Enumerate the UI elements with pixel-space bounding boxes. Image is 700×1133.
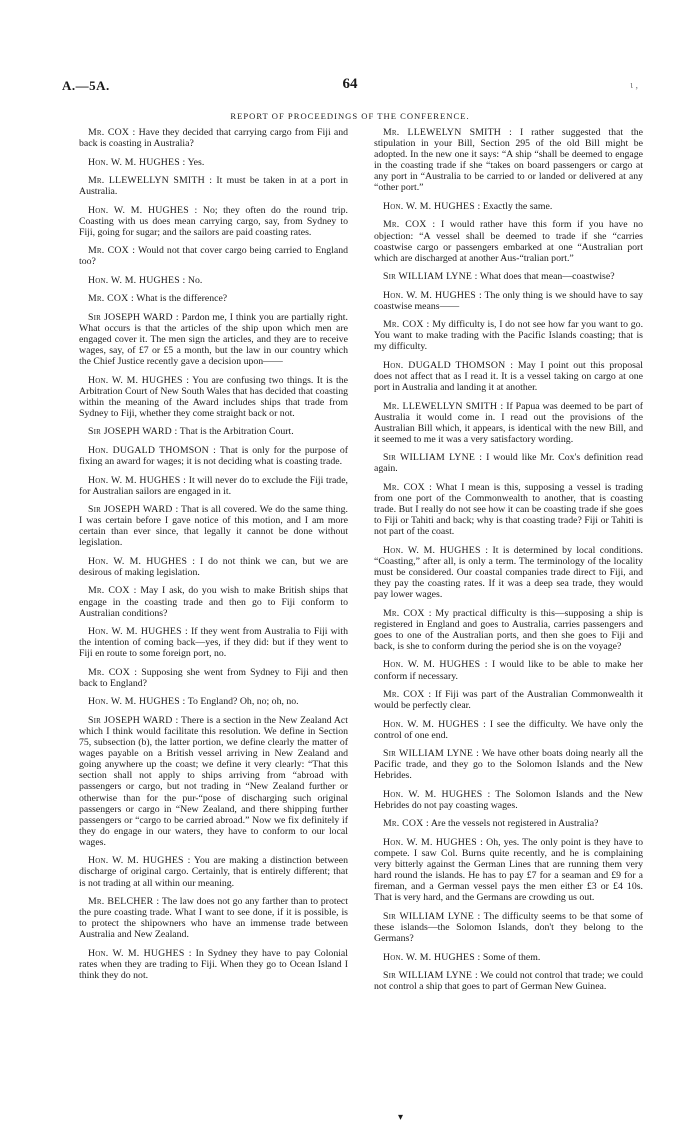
- speaker-name: Mr. COX :: [383, 689, 432, 701]
- speaker-name: Hon. W. M. HUGHES :: [383, 836, 484, 848]
- speech-text: You are confusing two things. It is the Arbitration Court of New South Wales that has decided that coasting within the meaning of the Award includes ships that trade from Sydney to Fiji, whether they come straight back or not.: [79, 374, 349, 419]
- speech-text: Oh, yes. The only point is they have to compete. I saw Col. Burns quite recently, and he is complaining very bitterly against the German Lines that are running them very hard round the islands. He has to pay £7 for a seaman and £9 for a fireman, and a German vessel pays the men either £3 or £4 10s. That is very hard, and the Germans are crowding us out.: [374, 836, 644, 904]
- speaker-name: Hon. W. M. HUGHES :: [383, 289, 482, 301]
- speech-paragraph: [374, 219, 643, 263]
- speech-text: May I ask, do you wish to make British ships that engage in the coasting trade and then go to Fiji conform to Australian conditions?: [79, 585, 348, 619]
- speech-text: I rather suggested that the stipulation in your Bill, Section 295 of the old Bill might be adopted. In the new one it says: “A ship “shall be deemed to engage in the coasting trade if she “takes on board passengers or cargo at any port in “Australia to be carried to or landed or delivered at any “other port.”: [374, 127, 643, 194]
- speech-paragraph: [79, 205, 348, 238]
- speech-text: It is determined by local conditions. “Coasting,” after all, is only a term. The terminology of the locality must be considered. Our coastal companies trade direct to Fiji, and they pay the coasting rates. If it was a deep sea trade, they would pay lower wages.: [374, 544, 644, 601]
- speech-paragraph: [79, 475, 348, 497]
- speech-text: In Sydney they have to pay Colonial rates when they are trading to Fiji. When they go to Ocean Island I think they do not.: [79, 947, 349, 982]
- speech-paragraph: [374, 271, 643, 282]
- speaker-name: Sir WILLIAM LYNE :: [383, 910, 481, 922]
- speech-text: That is the Arbitration Court.: [179, 426, 294, 438]
- speaker-name: Mr. LLEWELLYN SMITH :: [88, 175, 213, 187]
- speaker-name: Sir WILLIAM LYNE :: [383, 452, 483, 464]
- speech-paragraph: [374, 360, 643, 393]
- speech-text: If Fiji was part of the Australian Commonwealth it would be perfectly clear.: [374, 689, 643, 712]
- speech-paragraph: [79, 293, 348, 304]
- speaker-name: Hon. W. M. HUGHES :: [383, 544, 489, 556]
- speech-paragraph: [374, 689, 643, 711]
- speech-paragraph: [374, 608, 643, 652]
- speech-text: What does that mean—coastwise?: [479, 271, 615, 283]
- speech-text: We could not control that trade; we could not control a ship that goes to part of German New Guinea.: [374, 970, 644, 993]
- speech-paragraph: [374, 837, 643, 904]
- page-header: [62, 76, 638, 96]
- speaker-name: Mr. COX :: [383, 319, 430, 331]
- speaker-name: Mr. COX :: [88, 666, 138, 678]
- speech-text: May I point out this proposal does not affect that as I read it. It is a vessel taking on cargo at one port in Australia and landing it at another.: [374, 359, 643, 394]
- speech-paragraph: [374, 201, 643, 212]
- speech-text: What is the difference?: [136, 293, 228, 305]
- speech-paragraph: [79, 504, 348, 548]
- speech-text: The only thing is we should have to say coastwise means——: [374, 289, 644, 312]
- speaker-name: Mr. LLEWELYN SMITH :: [383, 127, 513, 138]
- speech-text: We have other boats doing nearly all the Pacific trade, and they go to the Solomon Islands and the New Hebrides.: [374, 748, 644, 782]
- speech-paragraph: [374, 789, 643, 811]
- speaker-name: Hon. W. M. HUGHES :: [383, 200, 481, 212]
- speaker-name: Hon. W. M. HUGHES :: [88, 626, 188, 638]
- speech-text: Yes.: [187, 156, 205, 168]
- running-title: REPORT OF PROCEEDINGS OF THE CONFERENCE.: [230, 111, 470, 121]
- speech-paragraph: [79, 585, 348, 618]
- speech-text: The Solomon Islands and the New Hebrides do not pay coasting wages.: [374, 788, 644, 811]
- speech-paragraph: [79, 896, 348, 940]
- speech-text: Pardon me, I think you are partially right. What occurs is that the articles of the ship upon which men are engaged cover it. The men sign the articles, and they are to receive wages, say, of £7 or £5 a month, but the law in our country which the Chief Justice recently gave a decision upon——: [79, 311, 348, 368]
- speaker-name: Hon. W. M. HUGHES :: [88, 374, 190, 386]
- speech-text: My practical difficulty is this—supposing a ship is registered in England and goes to Australia, carries passengers and goes to one of the Australian ports, and then she goes to Fiji and back, is she to conform during the period she is on the voyage?: [374, 607, 643, 652]
- speech-paragraph: [374, 319, 643, 352]
- speech-text: It must be taken in at a port in Australia.: [79, 175, 349, 198]
- speaker-name: Mr. COX :: [88, 245, 136, 257]
- speech-text: The difficulty seems to be that some of these islands—the Solomon Islands, don't they belong to the Germans?: [374, 910, 644, 945]
- speaker-name: Hon. W. M. HUGHES :: [88, 696, 186, 708]
- speech-paragraph: [79, 245, 348, 267]
- speech-text: I would like Mr. Cox's definition read again.: [374, 452, 644, 475]
- speech-paragraph: [374, 911, 643, 944]
- speech-text: Supposing she went from Sydney to Fiji and then back to England?: [79, 666, 348, 689]
- speech-text: No; they often do the round trip. Coasting with us does mean carrying cargo, say, from Sydney to Fiji, going for sugar; and the sailors are paid coasting rates.: [79, 204, 348, 238]
- speaker-name: Sir WILLIAM LYNE :: [383, 271, 478, 283]
- speech-paragraph: [374, 545, 643, 600]
- speech-text: The law does not go any farther than to protect the pure coasting trade. What I want to see done, if it is possible, is to protect the shipowners who have an immense trade between Australia and New Zealand.: [79, 896, 348, 941]
- speech-text: If Papua was deemed to be part of Australia it would come in. I read out the provisions of the Australian Bill which, it appears, is identical with the new Bill, and it seemed to me it was a very satisfactory wording.: [374, 400, 644, 445]
- speech-text: Would not that cover cargo being carried to England too?: [79, 245, 348, 268]
- speech-text: That is all covered. We do the same thing. I was certain before I gave notice of this motion, and I am more certain than ever since, that legally it cannot be done without legislation.: [79, 504, 348, 549]
- speaker-name: Hon. DUGALD THOMSON :: [88, 444, 217, 456]
- speaker-name: Hon. W. M. HUGHES :: [88, 156, 186, 168]
- speaker-name: Hon. W. M. HUGHES :: [383, 659, 488, 671]
- speaker-name: Mr. BELCHER :: [88, 896, 160, 908]
- speaker-name: Mr. LLEWELLYN SMITH :: [383, 400, 504, 412]
- speech-paragraph: [79, 426, 348, 437]
- speech-text: To England? Oh, no; oh, no.: [187, 696, 299, 708]
- speech-text: There is a section in the New Zealand Act which I think would facilitate this resolution. We define in Section 75, subsection (b), the latter portion, we define clearly the matter of wages payable on a British vessel arriving in New Zealand and going anywhere up the coast; we define it very clearly: “That this section shall not apply to ships arriving from “abroad with passengers or cargo, but not trading in “New Zealand further or otherwise than for the pur-“pose of discharging such original passengers or cargo in “New Zealand, and there shipping further passengers or “cargo to be carried abroad.” Now we fix definitely if they do engage in our waters, they have to conform to our local wages.: [79, 714, 349, 848]
- speaker-name: Sir WILLIAM LYNE :: [383, 748, 480, 760]
- speaker-name: Mr. COX :: [88, 293, 134, 305]
- speaker-name: Sir JOSEPH WARD :: [88, 311, 179, 323]
- speech-paragraph: [374, 659, 643, 681]
- speech-paragraph: [79, 312, 348, 367]
- speech-paragraph: [374, 719, 643, 741]
- right-column: [374, 127, 643, 1125]
- page-number: 64: [342, 76, 358, 92]
- speech-text: What I mean is this, supposing a vessel is trading from one port of the Commonwealth to another, that is coasting trade. But I really do not see how it can be coasting trade if she goes to Fiji or Tahiti and back; why is that coasting trade? Fiji or Tahiti is not part of the coast.: [374, 481, 644, 538]
- left-column: [79, 127, 348, 1125]
- speaker-name: Hon. W. M. HUGHES :: [88, 274, 186, 286]
- speech-paragraph: [374, 482, 643, 537]
- corner-mark: ι ,: [630, 80, 638, 91]
- speech-paragraph: [79, 375, 348, 419]
- speech-paragraph: [79, 175, 348, 197]
- speech-text: I would rather have this form if you have no objection: “A vessel shall be deemed to trade if she “carries coastwise cargo or passengers embarked at one “Australian port which are discharged at another Aus-“tralian port.”: [374, 219, 643, 264]
- page-identifier: A.—5A.: [62, 78, 110, 93]
- speech-text: I do not think we can, but we are desirous of making legislation.: [79, 555, 348, 578]
- speech-text: Have they decided that carrying cargo from Fiji and back is coasting in Australia?: [79, 127, 349, 150]
- speech-text: My difficulty is, I do not see how far you want to go. You want to make trading with the Pacific Islands coasting; that is my difficulty.: [374, 319, 644, 353]
- speaker-name: Hon. W. M. HUGHES :: [383, 718, 486, 730]
- speech-paragraph: [79, 127, 348, 149]
- speaker-name: Mr. COX :: [88, 585, 137, 597]
- speech-text: Exactly the same.: [482, 200, 553, 212]
- speech-paragraph: [374, 952, 643, 963]
- speech-paragraph: [79, 696, 348, 707]
- speech-paragraph: [79, 157, 348, 168]
- speaker-name: Hon. W. M. HUGHES :: [88, 855, 191, 867]
- speaker-name: Hon. W. M. HUGHES :: [383, 788, 491, 800]
- speaker-name: Hon. W. M. HUGHES :: [88, 474, 187, 486]
- speaker-name: Sir JOSEPH WARD :: [88, 504, 179, 516]
- speaker-name: Sir WILLIAM LYNE :: [383, 970, 478, 982]
- speech-paragraph: [79, 275, 348, 286]
- speaker-name: Mr. COX :: [383, 481, 433, 493]
- speech-text: It will never do to exclude the Fiji trade, for Australian sailors are engaged in it.: [79, 474, 348, 497]
- speech-text: Are the vessels not registered in Australia?: [430, 818, 599, 830]
- speech-paragraph: [374, 452, 643, 474]
- speaker-name: Sir JOSEPH WARD :: [88, 426, 178, 438]
- speech-paragraph: [79, 626, 348, 659]
- speech-text: No.: [187, 274, 203, 286]
- speaker-name: Hon. W. M. HUGHES :: [383, 951, 481, 963]
- speaker-name: Hon. W. M. HUGHES :: [88, 555, 196, 567]
- speech-text: I would like to be able to make her conform if necessary.: [374, 659, 643, 682]
- text-columns: [79, 127, 643, 1125]
- speech-paragraph: [374, 970, 643, 992]
- speech-paragraph: [79, 445, 348, 467]
- speech-paragraph: [79, 715, 348, 848]
- speech-text: That is only for the purpose of fixing an award for wages; it is not deciding what is coasting trade.: [79, 444, 349, 468]
- speaker-name: Hon. DUGALD THOMSON :: [383, 359, 514, 371]
- speaker-name: Mr. COX :: [383, 818, 429, 830]
- speaker-name: Hon. W. M. HUGHES :: [88, 947, 192, 959]
- speech-paragraph: [79, 855, 348, 888]
- speaker-name: Mr. COX :: [383, 219, 436, 231]
- speech-text: I see the difficulty. We have only the control of one end.: [374, 718, 644, 741]
- speech-paragraph: [374, 818, 643, 829]
- speech-paragraph: [79, 556, 348, 578]
- footer-mark: ▾: [398, 1112, 404, 1123]
- speech-text: If they went from Australia to Fiji with the intention of coming back—yes, if they did: but if they went to Fiji en route to some foreign port, no.: [79, 626, 349, 660]
- speech-paragraph: [374, 401, 643, 445]
- speaker-name: Sir JOSEPH WARD :: [88, 714, 179, 726]
- speech-paragraph: [374, 290, 643, 312]
- speaker-name: Hon. W. M. HUGHES :: [88, 204, 198, 216]
- speech-paragraph: [374, 748, 643, 781]
- speech-text: Some of them.: [482, 951, 541, 963]
- speech-paragraph: [79, 948, 348, 981]
- speech-paragraph: [79, 667, 348, 689]
- speaker-name: Mr. COX :: [383, 607, 432, 619]
- speaker-name: Mr. COX :: [88, 127, 136, 138]
- speech-text: You are making a distinction between discharge of original cargo. Certainly, that is entirely different; that is not trading at all within our meaning.: [79, 855, 349, 889]
- speech-paragraph: [374, 127, 643, 194]
